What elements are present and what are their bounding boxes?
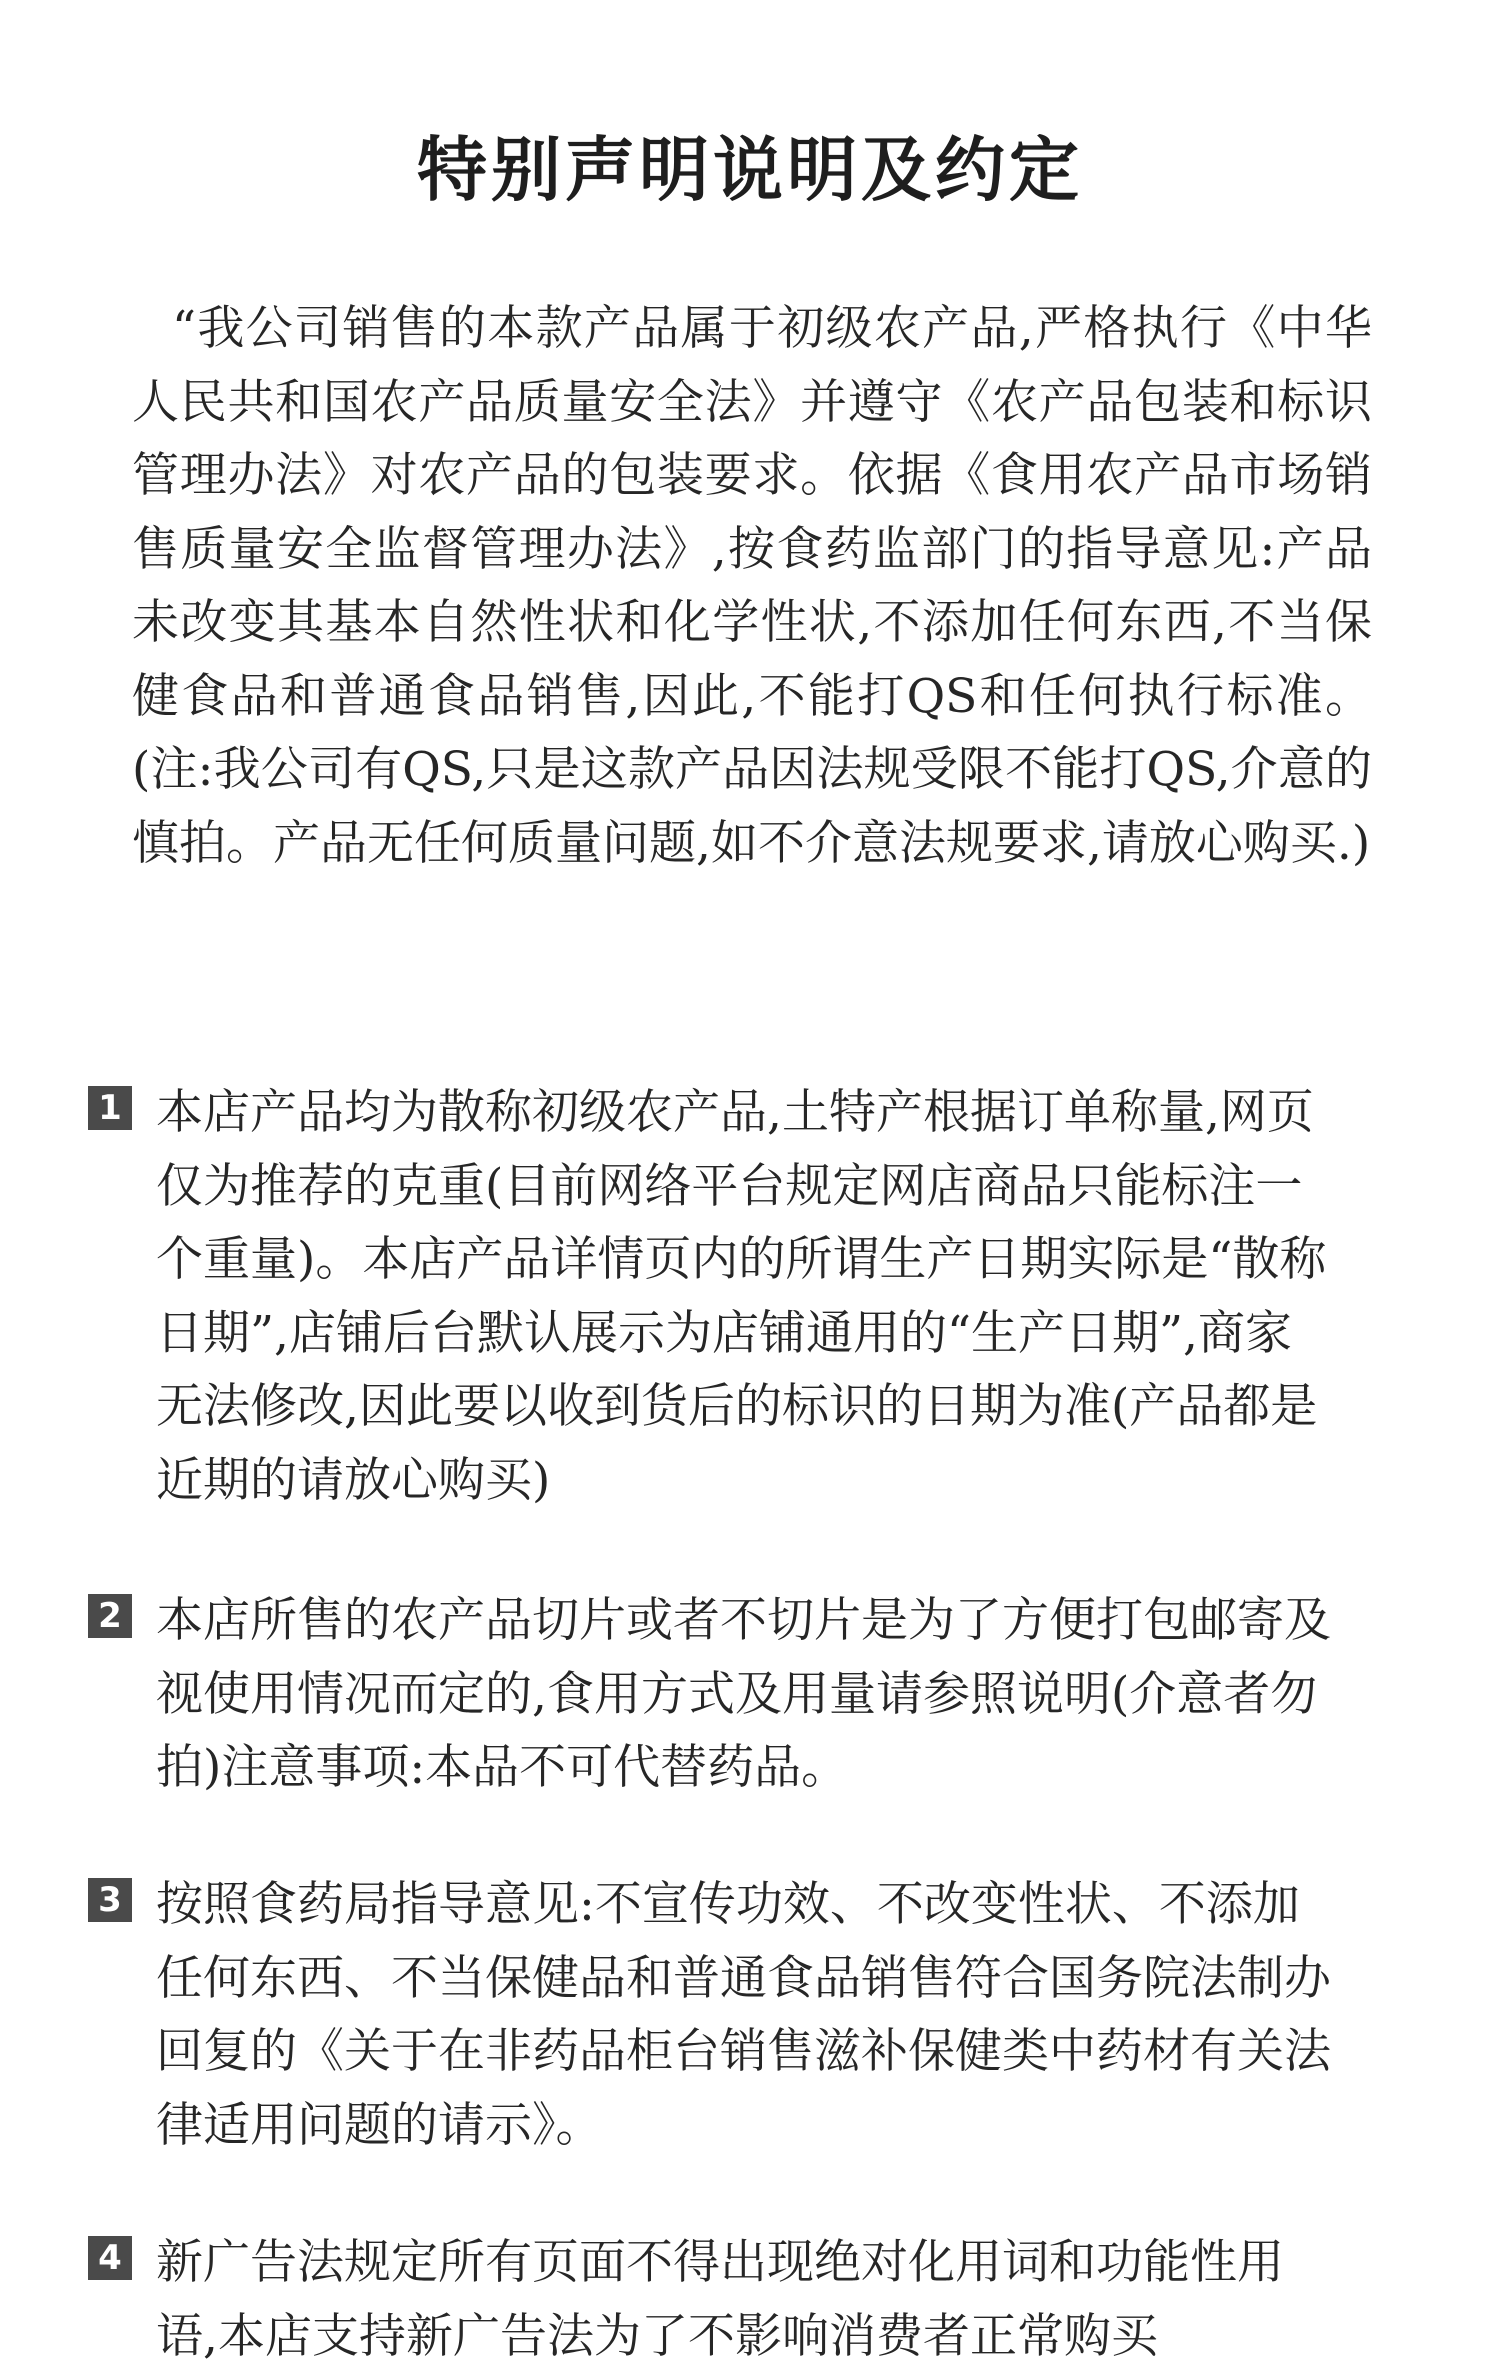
item-number-badge: 4 xyxy=(88,2236,132,2280)
intro-paragraph: “我公司销售的本款产品属于初级农产品,严格执行《中华人民共和国农产品质量安全法》并遵守《农产品包装和标识管理办法》对农产品的包装要求。依据《食用农产品市场销售质量安全监督管理办法》,按食药监部门的指导意见:产品未改变其基本自然性状和化学性状,不添加任何东西,不当保健食品和普通食品销售,因此,不能打QS和任何执行标准。(注:我公司有QS,只是这款产品因法规受限不能打QS,介意的慎拍。产品无任何质量问题,如不介意法规要求,请放心购买.) xyxy=(132,301,1372,871)
item-text: 新广告法规定所有页面不得出现绝对化用词和功能性用语,本店支持新广告法为了不影响消费者正常购买 xyxy=(156,2235,1284,2364)
item-number-badge: 1 xyxy=(88,1086,132,1130)
page-title: 特别声明说明及约定 xyxy=(417,129,1083,211)
item-number-badge: 2 xyxy=(88,1594,132,1638)
item-text: 按照食药局指导意见:不宣传功效、不改变性状、不添加任何东西、不当保健品和普通食品销售符合国务院法制办回复的《关于在非药品柜台销售滋补保健类中药材有关法律适用问题的请示》。 xyxy=(156,1877,1331,2153)
item-text: 本店所售的农产品切片或者不切片是为了方便打包邮寄及视使用情况而定的,食用方式及用量请参照说明(介意者勿拍)注意事项:本品不可代替药品。 xyxy=(156,1593,1331,1795)
item-text: 本店产品均为散称初级农产品,土特产根据订单称量,网页仅为推荐的克重(目前网络平台规定网店商品只能标注一个重量)。本店产品详情页内的所谓生产日期实际是“散称日期”,店铺后台默认展示为店铺通用的“生产日期”,商家无法修改,因此要以收到货后的标识的日期为准(产品都是近期的请放心购买) xyxy=(156,1085,1327,1508)
item-number-badge: 3 xyxy=(88,1878,132,1922)
